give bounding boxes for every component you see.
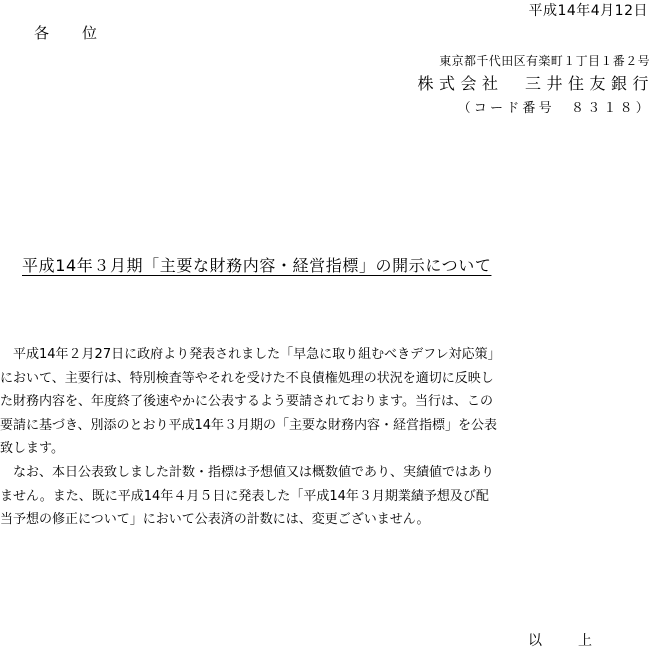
body-line: において、主要行は、特別検査等やそれを受けた不良債権処理の状況を適切に反映し [0,370,494,386]
body-line: 要請に基づき、別添のとおり平成14年３月期の「主要な財務内容・経営指標」を公表 [0,417,498,433]
document-date: 平成14年4月12日 [528,3,648,19]
stock-code: （コード番号 ８３１８） [457,101,652,116]
body-line: た財務内容を、年度終了後速やかに公表するよう要請されております。当行は、この [0,394,493,410]
closing-mark: 以上 [528,633,628,649]
company-address: 東京都千代田区有楽町１丁目１番２号 [439,54,650,68]
body-line: 致します。 [0,441,64,457]
addressee: 各位 [34,24,131,42]
body-line: ません。また、既に平成14年４月５日に発表した「平成14年３月期業績予想及び配 [0,488,489,504]
body-line: なお、本日公表致しました計数・指標は予想値又は概数値であり、実績値ではあり [0,464,495,480]
body-line: 当予想の修正について」において公表済の計数には、変更ございません。 [0,512,430,528]
body-line: 平成14年２月27日に政府より発表されました「早急に取り組むべきデフレ対応策」 [0,347,501,362]
company-name: 株式会社 三井住友銀行 [417,74,654,93]
body-text [0,343,654,532]
document-title: 平成14年３月期「主要な財務内容・経営指標」の開示について [22,256,492,275]
